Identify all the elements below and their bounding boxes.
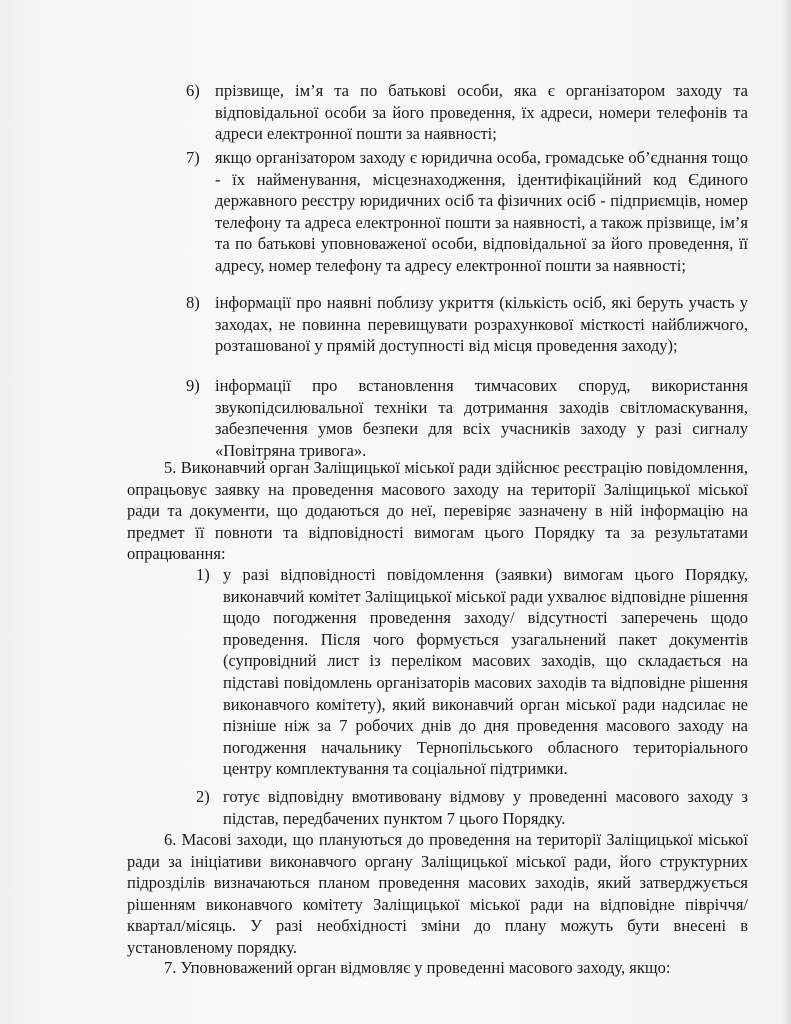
paragraph-6: 6. Масові заходи, що плануються до проведення на території Заліщицької міської ради за ініціативи виконавчого органу Заліщицької міської ради, його структурних підрозділів визначаються планом проведення масових заходів, який затверджується рішенням виконавчого комітету Заліщицької міської ради на відповідне півріччя/квартал/місяць. У разі необхідності зміни до плану можуть бути внесені в установленому порядку.: [127, 830, 748, 957]
list-item-number: 1): [196, 565, 210, 584]
list-item-7: [186, 147, 748, 277]
list-item-text: готує відповідну вмотивовану відмову у проведенні масового заходу з підстав, передбачених пунктом 7 цього Порядку.: [223, 787, 748, 828]
list-item-text: у разі відповідності повідомлення (заявки) вимогам цього Порядку, виконавчий комітет Заліщицької міської ради ухвалює відповідне рішення щодо погодження проведення заходу/ відсутності заперечень щодо проведення. Після чого формується узагальнений пакет документів (супровідний лист із переліком масових заходів, що складається на підставі повідомлень організаторів масових заходів та відповідне рішення виконавчого комітету), який виконавчий орган міської ради надсилає не пізніше ніж за 7 робочих днів до дня проведення масового заходу на погодження начальнику Тернопільського обласного територіального центру комплектування та соціальної підтримки.: [223, 565, 748, 779]
list-item-text: інформації про наявні поблизу укриття (кількість осіб, які беруть участь у заходах, не повинна перевищувати розрахункової місткості найближчого, розташованої у прямій доступності від місця проведення заходу);: [215, 293, 748, 356]
list-item-6: [186, 80, 748, 145]
subitem-1: [196, 564, 748, 780]
list-item-number: 8): [186, 293, 200, 312]
list-item-number: 9): [186, 376, 200, 395]
list-item-8: [186, 292, 748, 357]
paragraph-7: 7. Уповноважений орган відмовляє у проведенні масового заходу, якщо:: [164, 958, 671, 977]
list-item-text: інформації про встановлення тимчасових споруд, використання звукопідсилювальної техніки та дотримання заходів світломаскування, забезпечення умов безпеки для всіх учасників заходу у разі сигналу «Повітряна тривога».: [215, 376, 748, 460]
subitem-2: [196, 786, 748, 829]
list-item-9: [186, 375, 748, 461]
list-item-text: прізвище, ім’я та по батькові особи, яка є організатором заходу та відповідальної особи за його проведення, їх адреси, номери телефонів та адреси електронної пошти за наявності;: [215, 81, 748, 144]
paragraph-5: 5. Виконавчий орган Заліщицької міської ради здійснює реєстрацію повідомлення, опрацьовує заявку на проведення масового заходу на території Заліщицької міської ради та документи, що додаються до неї, перевіряє зазначену в ній інформацію на предмет її повноти та відповідності вимогам цього Порядку та за результатами опрацювання:: [127, 458, 748, 564]
list-item-number: 6): [186, 81, 200, 100]
list-item-number: 2): [196, 787, 210, 806]
list-item-number: 7): [186, 148, 200, 167]
list-item-text: якщо організатором заходу є юридична особа, громадське об’єднання тощо - їх найменування, місцезнаходження, ідентифікаційний код Єдиного державного реєстру юридичних осіб та фізичних осіб - підприємців, номер телефону та адреса електронної пошти за наявності, а також прізвище, ім’я та по батькові уповноваженої особи, відповідальної за його проведення, її адресу, номер телефону та адресу електронної пошти за наявності;: [215, 148, 748, 275]
